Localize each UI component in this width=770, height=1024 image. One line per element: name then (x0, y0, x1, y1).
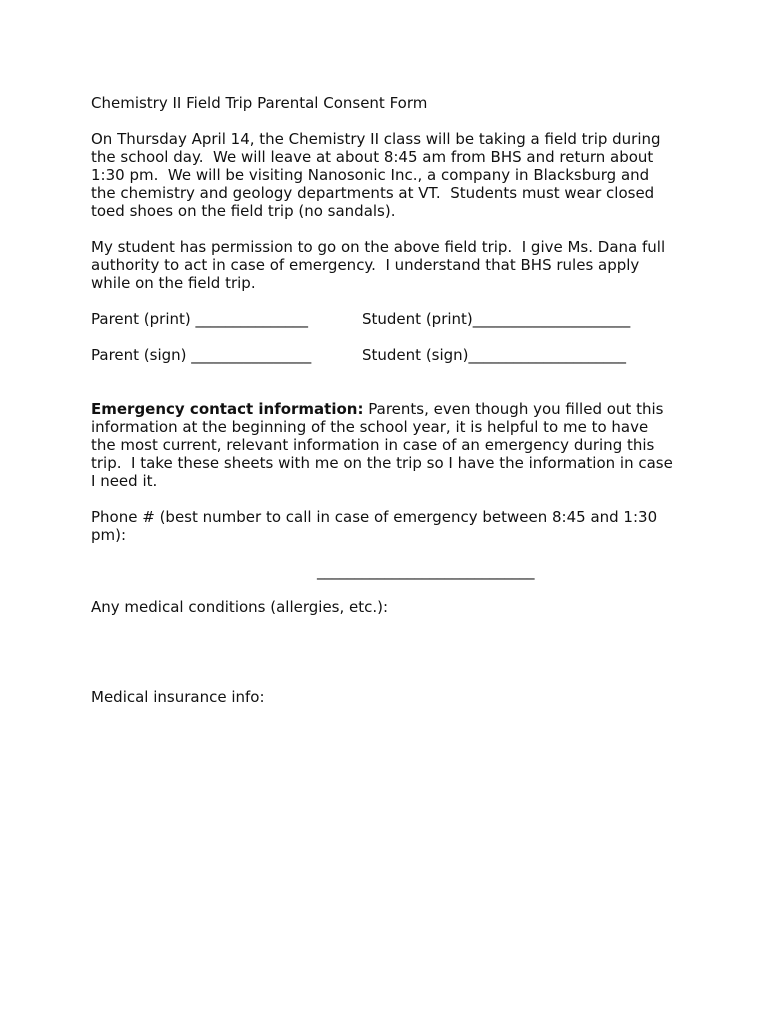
parent-print-field: Parent (print) _______________ (91, 310, 309, 328)
permission-statement: My student has permission to go on the above field trip. I give Ms. Dana full authority to act in case of emergency. I understand that BHS rules apply while on the field trip. (91, 238, 666, 292)
phone-blank-line: _____________________________ (317, 562, 535, 580)
emergency-section (91, 400, 691, 490)
print-signature-row (91, 310, 691, 328)
emergency-heading: Emergency contact information: (91, 400, 364, 418)
phone-line-row (91, 562, 691, 580)
student-print-field: Student (print)_____________________ (362, 310, 631, 328)
medical-conditions-label: Any medical conditions (allergies, etc.): (91, 598, 389, 616)
sign-signature-row (91, 346, 691, 364)
consent-form (91, 94, 691, 706)
emergency-text: Parents, even though you filled out this information at the beginning of the school year, it is helpful to me to have the most current, relevant information in case of an emergency during this trip. I take these sheets with me on the trip so I have the information in case I need it. (91, 400, 673, 490)
student-sign-field: Student (sign)_____________________ (362, 346, 627, 364)
medical-insurance-label: Medical insurance info: (91, 688, 265, 706)
trip-description: On Thursday April 14, the Chemistry II class will be taking a field trip during the school day. We will leave at about 8:45 am from BHS and return about 1:30 pm. We will be visiting Nanosonic Inc., a company in Blacksburg and the chemistry and geology departments at VT. Students must wear closed toed shoes on the field trip (no sandals). (91, 130, 661, 220)
phone-label: Phone # (best number to call in case of emergency between 8:45 and 1:30 pm): (91, 508, 658, 544)
parent-sign-field: Parent (sign) ________________ (91, 346, 312, 364)
form-title: Chemistry II Field Trip Parental Consent Form (91, 94, 428, 112)
